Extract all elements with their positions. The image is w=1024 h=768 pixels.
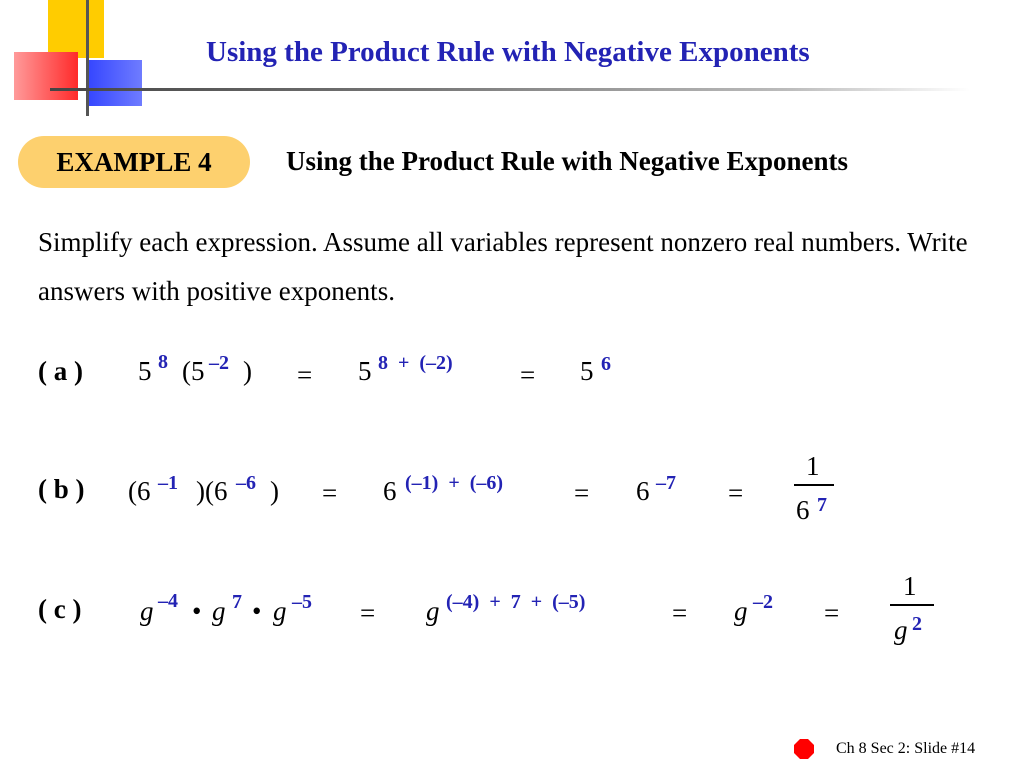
part-b-fraction-bar	[794, 484, 834, 486]
example-badge	[18, 136, 250, 188]
part-b-numerator: 1	[806, 451, 820, 481]
part-b-equals-3: =	[728, 478, 744, 508]
part-c-denominator-base: g	[894, 615, 908, 645]
part-b-denominator-base: 6	[796, 495, 810, 525]
part-b-exponent-neg6: –6	[236, 472, 256, 494]
example-label: EXAMPLE 4	[56, 146, 212, 177]
part-c-numerator: 1	[903, 571, 917, 601]
part-a-label: ( a )	[38, 356, 83, 386]
part-a-close-paren: )	[243, 356, 252, 386]
part-a-exponent-8: 8	[158, 351, 168, 373]
logo-yellow-square	[48, 0, 104, 58]
logo-blue-square	[86, 60, 142, 106]
slide-number-footer: Ch 8 Sec 2: Slide #14	[836, 740, 976, 757]
stop-sign-icon[interactable]	[794, 739, 814, 759]
logo-red-square	[14, 52, 78, 100]
part-c-exponent-neg4: –4	[158, 590, 178, 612]
part-b-exponent-neg7: –7	[656, 472, 676, 494]
title-underline	[50, 88, 970, 91]
part-a-equals-2: =	[520, 360, 536, 390]
part-c-exponent-neg5: –5	[292, 591, 312, 613]
part-b-exponent-neg1: –1	[158, 472, 178, 494]
part-b-denominator-exponent: 7	[817, 494, 827, 516]
part-c-g2: g	[212, 596, 226, 626]
part-c-equals-2: =	[672, 598, 688, 628]
part-c-equals-1: =	[360, 598, 376, 628]
part-c-g3: g	[273, 596, 287, 626]
part-c-denominator-exponent: 2	[912, 613, 922, 635]
part-b-base-6: 6	[383, 476, 397, 506]
part-c-g1: g	[140, 596, 154, 626]
part-b-base-6b: 6	[636, 476, 650, 506]
part-a-open-paren: (5	[182, 356, 205, 386]
part-c-g4: g	[426, 596, 440, 626]
part-a-exponent-sum: 8 + (–2)	[378, 352, 453, 374]
part-c-label: ( c )	[38, 594, 82, 624]
part-a-exponent-6: 6	[601, 353, 611, 375]
part-c-dot-1: •	[192, 596, 202, 626]
part-b-equals-1: =	[322, 478, 338, 508]
part-c-exponent-neg2: –2	[753, 591, 773, 613]
part-b-label: ( b )	[38, 474, 85, 504]
part-c-equals-3: =	[824, 598, 840, 628]
part-b-equals-2: =	[574, 478, 590, 508]
part-b-open: (6	[128, 476, 151, 506]
example-title: Using the Product Rule with Negative Exponents	[286, 146, 849, 176]
part-a-base-5b: 5	[358, 356, 372, 386]
part-a-exponent-neg2: –2	[209, 352, 229, 374]
part-c-exponent-sum: (–4) + 7 + (–5)	[446, 591, 586, 613]
part-c-dot-2: •	[252, 596, 262, 626]
instructions-text: Simplify each expression. Assume all variables represent nonzero real numbers. Write answers with positive exponents.	[38, 227, 968, 306]
part-b-mid: )(6	[196, 476, 228, 506]
part-a-base-5: 5	[138, 356, 152, 386]
part-c-g5: g	[734, 596, 748, 626]
logo-vertical-line	[86, 0, 89, 116]
slide-title: Using the Product Rule with Negative Exponents	[206, 36, 810, 68]
part-a-equals-1: =	[297, 360, 313, 390]
part-c-exponent-7: 7	[232, 591, 242, 613]
part-a-base-5c: 5	[580, 356, 594, 386]
part-b-exponent-sum: (–1) + (–6)	[405, 472, 504, 494]
part-c-fraction-bar	[890, 604, 934, 606]
part-b-close: )	[270, 476, 279, 506]
